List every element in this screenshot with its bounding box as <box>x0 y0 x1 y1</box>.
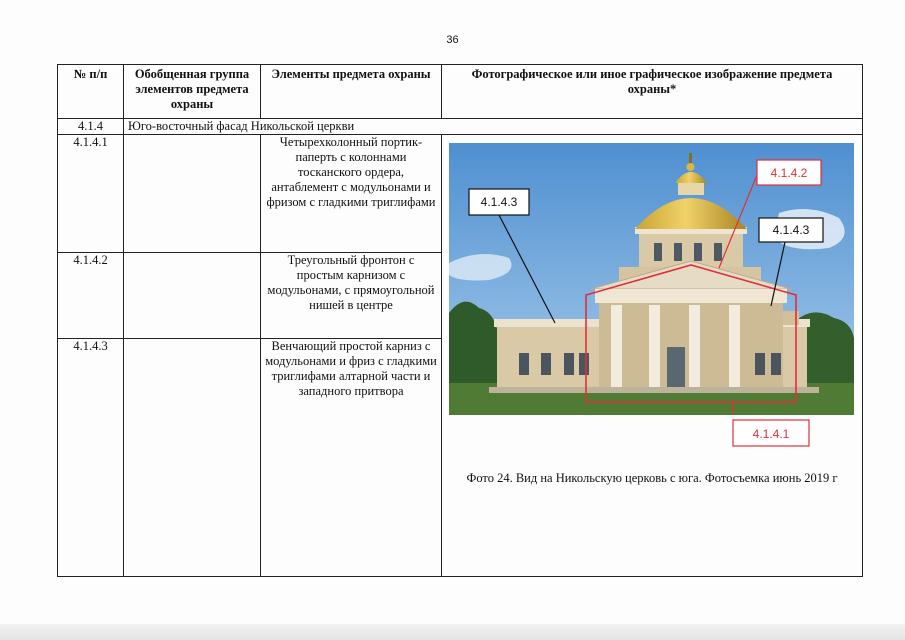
row-group <box>124 135 261 253</box>
header-photo: Фотографическое или иное графическое изображение предмета охраны* <box>442 65 863 119</box>
label-text: 4.1.4.3 <box>480 195 518 209</box>
header-elements: Элементы предмета охраны <box>261 65 442 119</box>
column <box>689 305 700 391</box>
label-text: 4.1.4.3 <box>772 223 810 237</box>
row-element: Четырехколонный портик-паперть с колоннами тосканского ордера, антаблемент с модульонами и фризом с гладкими триглифами <box>261 135 442 253</box>
section-title: Юго-восточный фасад Никольской церкви <box>124 119 863 135</box>
page-number: 36 <box>446 34 459 46</box>
header-num: № п/п <box>58 65 124 119</box>
header-row <box>58 65 863 119</box>
section-num: 4.1.4 <box>58 119 124 135</box>
section-row <box>58 119 863 135</box>
column <box>649 305 660 391</box>
label-4141 <box>732 419 812 449</box>
row-group <box>124 253 261 339</box>
column <box>611 305 622 391</box>
label-text: 4.1.4.1 <box>752 427 790 441</box>
row-num: 4.1.4.3 <box>58 339 124 577</box>
row-group <box>124 339 261 577</box>
scan-edge <box>0 624 905 640</box>
protection-table <box>57 64 863 577</box>
row-element: Венчающий простой карниз с модульонами и фриз с гладкими триглифами алтарной части и западного притвора <box>261 339 442 577</box>
photo-cell <box>442 135 863 577</box>
row-num: 4.1.4.2 <box>58 253 124 339</box>
label-text: 4.1.4.2 <box>770 166 808 180</box>
photo-caption: Фото 24. Вид на Никольскую церковь с юга. Фотосъемка июнь 2019 г <box>466 471 838 485</box>
header-group: Обобщенная группа элементов предмета охраны <box>124 65 261 119</box>
church-photo <box>449 143 854 415</box>
row-num: 4.1.4.1 <box>58 135 124 253</box>
row-element: Треугольный фронтон с простым карнизом с модульонами, с прямоугольной нишей в центре <box>261 253 442 339</box>
table-row <box>58 135 863 253</box>
column <box>729 305 740 391</box>
